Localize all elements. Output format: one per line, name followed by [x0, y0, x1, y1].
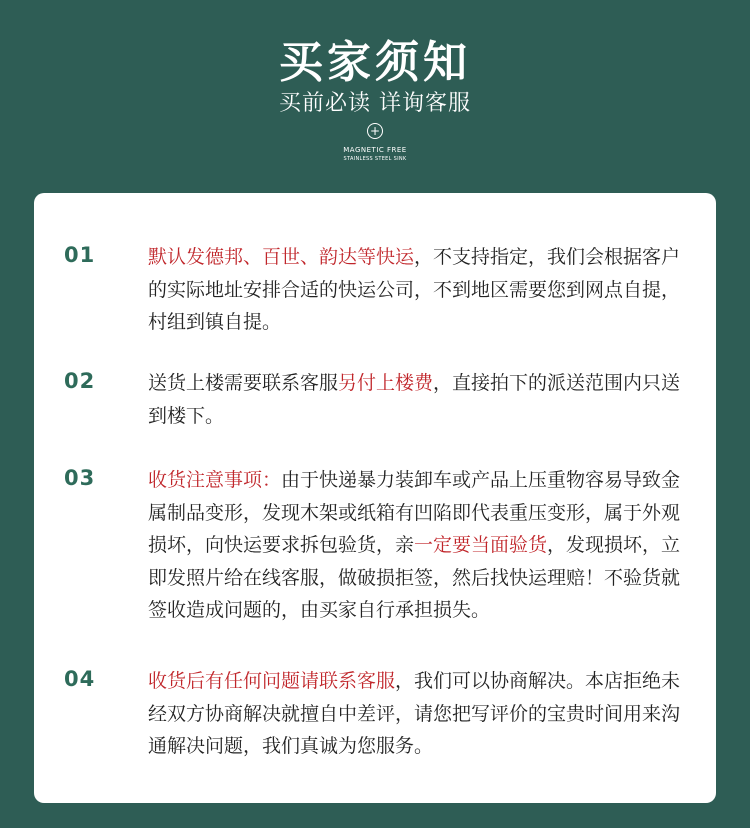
plus-icon: + [367, 123, 383, 139]
item-highlight: 收货后有任何问题请联系客服 [148, 670, 396, 692]
item-text [148, 241, 696, 339]
notice-item-4 [64, 665, 696, 763]
item-text [148, 464, 696, 627]
item-highlight: 收货注意事项： [148, 469, 282, 491]
item-number: 03 [64, 466, 96, 490]
item-text-segment: ，我们可以协商解决。本店拒绝未经双方协商解决就擅自中差评，请您把写评价的宝贵时间用来沟通解决问题，我们真诚为您服务。 [148, 670, 681, 757]
page-title: 买家须知 [279, 37, 471, 88]
brand-subtagline: STAINLESS STEEL SINK [343, 156, 407, 162]
item-text [148, 665, 696, 763]
item-highlight: 另付上楼费 [338, 372, 434, 394]
page-subtitle: 买前必读 详询客服 [279, 91, 471, 116]
item-text-segment: ，不支持指定，我们会根据客户的实际地址安排合适的快运公司，不到地区需要您到网点自提，村组到镇自提。 [148, 246, 681, 333]
item-highlight: 默认发德邦、百世、韵达等快运 [148, 246, 415, 268]
item-highlight: 一定要当面验货 [414, 534, 548, 556]
brand-tagline: MAGNETIC FREE [343, 146, 407, 154]
item-text-segment: ，直接拍下的派送范围内只送到楼下。 [148, 372, 681, 427]
notice-card [34, 193, 716, 803]
item-number: 02 [64, 369, 96, 393]
item-text [148, 367, 696, 432]
notice-item-1 [64, 241, 696, 339]
item-text-segment: ，发现损坏，立即发照片给在线客服，做破损拒签，然后找快运理赔！不验货就签收造成问题的，由买家自行承担损失。 [148, 534, 681, 621]
item-text-segment: 送货上楼需要联系客服 [148, 372, 339, 394]
item-number: 01 [64, 243, 96, 267]
item-number: 04 [64, 667, 96, 691]
notice-item-2 [64, 367, 696, 432]
item-text-segment: 由于快递暴力装卸车或产品上压重物容易导致金属制品变形，发现木架或纸箱有凹陷即代表重压变形，属于外观损坏，向快运要求拆包验货，亲 [148, 469, 681, 556]
notice-item-3 [64, 464, 696, 627]
